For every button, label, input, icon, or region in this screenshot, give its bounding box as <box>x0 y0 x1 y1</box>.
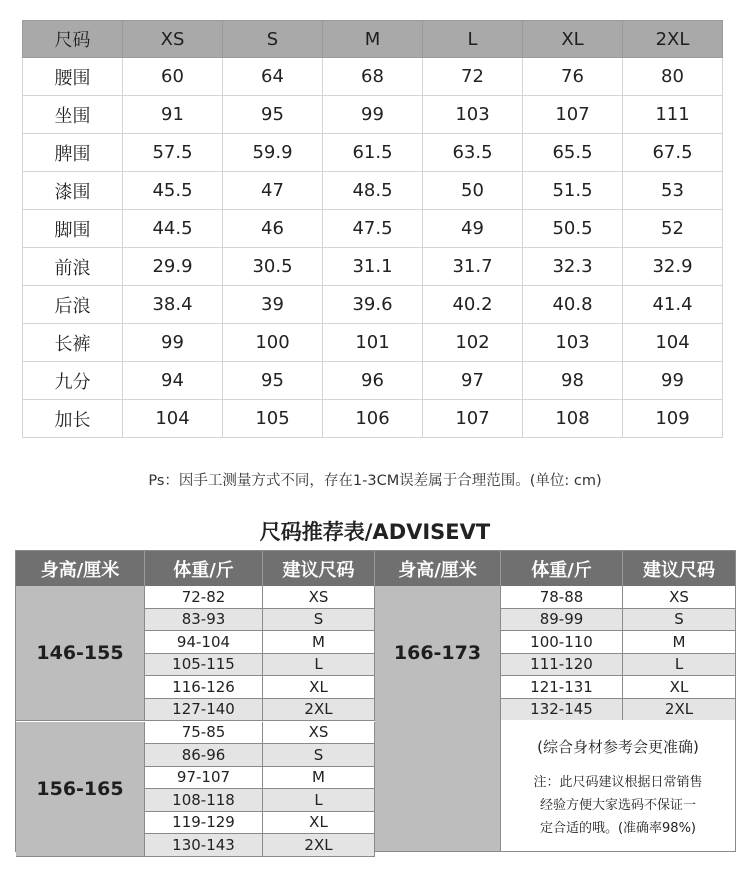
measure-value: 30.5 <box>223 248 323 286</box>
rec-weight-cell: 108-118 <box>145 789 263 812</box>
measure-value: 32.3 <box>523 248 623 286</box>
measure-value: 102 <box>423 324 523 362</box>
rec-header-height: 身高/厘米 <box>16 551 145 586</box>
size-chart-table <box>22 20 723 438</box>
rec-weight-cell: 127-140 <box>145 699 263 722</box>
measure-value: 109 <box>623 400 723 438</box>
rec-info-line: 注：此尺码建议根据日常销售 <box>533 775 703 790</box>
measure-label: 九分 <box>23 362 123 400</box>
measure-value: 95 <box>223 96 323 134</box>
rec-weight-cell: 132-145 <box>501 699 623 722</box>
measure-value: 107 <box>423 400 523 438</box>
rec-size-cell: M <box>263 767 375 790</box>
rec-size-cell: S <box>623 609 735 632</box>
measure-value: 101 <box>323 324 423 362</box>
measure-value: 91 <box>123 96 223 134</box>
rec-size-cell: XS <box>623 586 735 609</box>
rec-size-cell: S <box>263 744 375 767</box>
measure-value: 64 <box>223 58 323 96</box>
size-chart-row <box>23 172 723 210</box>
measure-value: 47 <box>223 172 323 210</box>
rec-info-line: (综合身材参考会更准确) <box>537 738 699 756</box>
size-chart-row <box>23 286 723 324</box>
size-chart-row <box>23 134 723 172</box>
measure-value: 111 <box>623 96 723 134</box>
rec-weight-cell: 75-85 <box>145 722 263 745</box>
rec-height-cell: 156-165 <box>16 722 145 857</box>
size-chart-row <box>23 96 723 134</box>
rec-size-cell: XS <box>263 722 375 745</box>
measure-value: 61.5 <box>323 134 423 172</box>
measure-value: 72 <box>423 58 523 96</box>
rec-header-weight: 体重/斤 <box>501 551 623 586</box>
rec-header-weight: 体重/斤 <box>145 551 263 586</box>
rec-weight-cell: 119-129 <box>145 812 263 835</box>
measure-value: 45.5 <box>123 172 223 210</box>
rec-size-cell: XL <box>263 676 375 699</box>
measure-label: 加长 <box>23 400 123 438</box>
measure-label: 脾围 <box>23 134 123 172</box>
rec-size-cell: 2XL <box>263 834 375 857</box>
measurement-note: Ps：因手工测量方式不同，存在1-3CM误差属于合理范围。(单位: cm) <box>148 473 602 489</box>
measure-value: 51.5 <box>523 172 623 210</box>
measure-value: 53 <box>623 172 723 210</box>
measure-value: 44.5 <box>123 210 223 248</box>
rec-weight-cell: 105-115 <box>145 654 263 677</box>
measure-value: 104 <box>123 400 223 438</box>
rec-weight-cell: 121-131 <box>501 676 623 699</box>
measure-value: 31.7 <box>423 248 523 286</box>
rec-weight-cell: 78-88 <box>501 586 623 609</box>
header-cell: XL <box>523 21 623 58</box>
measure-value: 39.6 <box>323 286 423 324</box>
measure-value: 96 <box>323 362 423 400</box>
measure-value: 99 <box>623 362 723 400</box>
measure-value: 29.9 <box>123 248 223 286</box>
rec-size-cell: S <box>263 609 375 632</box>
rec-weight-cell: 83-93 <box>145 609 263 632</box>
rec-info-line: 经验方便大家选码不保证一 <box>539 798 696 813</box>
measure-value: 67.5 <box>623 134 723 172</box>
size-chart-row <box>23 248 723 286</box>
rec-size-cell: XS <box>263 586 375 609</box>
rec-weight-cell: 72-82 <box>145 586 263 609</box>
rec-size-cell: L <box>263 654 375 677</box>
measure-value: 49 <box>423 210 523 248</box>
measure-value: 103 <box>423 96 523 134</box>
rec-weight-cell: 111-120 <box>501 654 623 677</box>
measure-value: 68 <box>323 58 423 96</box>
measure-value: 80 <box>623 58 723 96</box>
measure-value: 106 <box>323 400 423 438</box>
rec-weight-cell: 86-96 <box>145 744 263 767</box>
rec-size-cell: 2XL <box>623 699 735 722</box>
measure-value: 31.1 <box>323 248 423 286</box>
measure-value: 107 <box>523 96 623 134</box>
header-cell: 尺码 <box>23 21 123 58</box>
header-cell: S <box>223 21 323 58</box>
measure-value: 40.8 <box>523 286 623 324</box>
rec-weight-cell: 116-126 <box>145 676 263 699</box>
rec-info-line: 定合适的哦。(准确率98%) <box>539 821 697 836</box>
measure-value: 59.9 <box>223 134 323 172</box>
measure-value: 48.5 <box>323 172 423 210</box>
measure-label: 前浪 <box>23 248 123 286</box>
header-cell: L <box>423 21 523 58</box>
measure-value: 50 <box>423 172 523 210</box>
measure-label: 漆围 <box>23 172 123 210</box>
measure-value: 94 <box>123 362 223 400</box>
measure-value: 104 <box>623 324 723 362</box>
rec-weight-cell: 94-104 <box>145 631 263 654</box>
rec-weight-cell: 97-107 <box>145 767 263 790</box>
measure-value: 47.5 <box>323 210 423 248</box>
size-recommend-table <box>15 550 736 852</box>
rec-size-cell: XL <box>623 676 735 699</box>
header-cell: 2XL <box>623 21 723 58</box>
measure-label: 腰围 <box>23 58 123 96</box>
header-cell: M <box>323 21 423 58</box>
measure-value: 105 <box>223 400 323 438</box>
recommend-title: 尺码推荐表/ADVISEVT <box>259 520 491 544</box>
rec-header-size: 建议尺码 <box>623 551 735 586</box>
measure-value: 60 <box>123 58 223 96</box>
rec-size-cell: XL <box>263 812 375 835</box>
measure-value: 100 <box>223 324 323 362</box>
measure-value: 108 <box>523 400 623 438</box>
measure-value: 99 <box>123 324 223 362</box>
rec-header-height: 身高/厘米 <box>375 551 501 586</box>
rec-size-cell: L <box>263 789 375 812</box>
rec-weight-cell: 89-99 <box>501 609 623 632</box>
rec-height-cell: 166-173 <box>375 586 501 721</box>
measure-value: 39 <box>223 286 323 324</box>
measure-value: 99 <box>323 96 423 134</box>
measure-label: 脚围 <box>23 210 123 248</box>
measure-value: 57.5 <box>123 134 223 172</box>
size-chart-header-row <box>23 21 723 58</box>
measure-label: 坐围 <box>23 96 123 134</box>
measure-value: 103 <box>523 324 623 362</box>
measure-value: 76 <box>523 58 623 96</box>
measure-value: 65.5 <box>523 134 623 172</box>
size-chart-row <box>23 324 723 362</box>
rec-size-cell: M <box>263 631 375 654</box>
measure-label: 长裤 <box>23 324 123 362</box>
measure-label: 后浪 <box>23 286 123 324</box>
rec-weight-cell: 100-110 <box>501 631 623 654</box>
header-cell: XS <box>123 21 223 58</box>
measure-value: 63.5 <box>423 134 523 172</box>
size-chart-row <box>23 362 723 400</box>
size-chart-row <box>23 210 723 248</box>
rec-size-cell: L <box>623 654 735 677</box>
measure-value: 50.5 <box>523 210 623 248</box>
rec-empty-cell <box>375 720 501 851</box>
rec-size-cell: 2XL <box>263 699 375 722</box>
rec-header-size: 建议尺码 <box>263 551 375 586</box>
rec-size-cell: M <box>623 631 735 654</box>
measure-value: 95 <box>223 362 323 400</box>
measure-value: 46 <box>223 210 323 248</box>
measure-value: 32.9 <box>623 248 723 286</box>
measure-value: 97 <box>423 362 523 400</box>
measure-value: 40.2 <box>423 286 523 324</box>
rec-height-cell: 146-155 <box>16 586 145 721</box>
size-chart-row <box>23 58 723 96</box>
measure-value: 38.4 <box>123 286 223 324</box>
measure-value: 52 <box>623 210 723 248</box>
measure-value: 41.4 <box>623 286 723 324</box>
rec-info-box <box>501 720 735 851</box>
size-chart-row <box>23 400 723 438</box>
rec-weight-cell: 130-143 <box>145 834 263 857</box>
measure-value: 98 <box>523 362 623 400</box>
